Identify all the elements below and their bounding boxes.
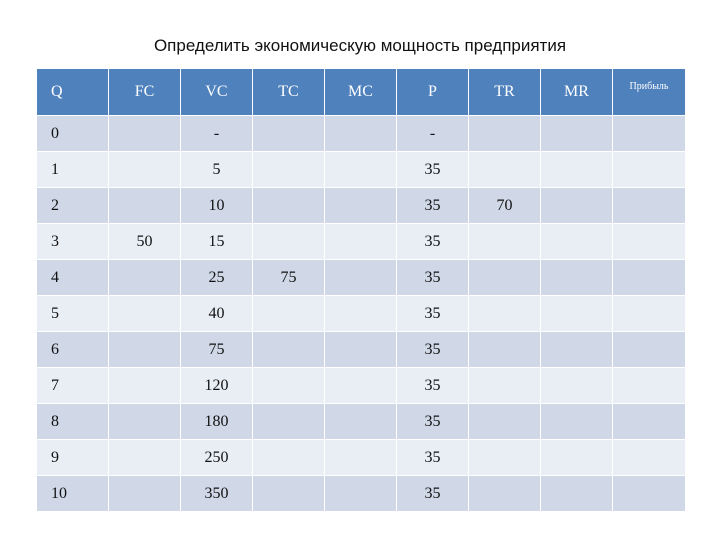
table-row xyxy=(37,296,686,332)
cell-mc xyxy=(325,296,397,332)
cell-vc: - xyxy=(181,116,253,152)
cell-tc xyxy=(253,224,325,260)
cell-tc: 75 xyxy=(253,260,325,296)
cell-profit xyxy=(613,116,686,152)
table-row xyxy=(37,404,686,440)
cell-q: 2 xyxy=(37,188,109,224)
cell-tc xyxy=(253,368,325,404)
cell-mr xyxy=(541,224,613,260)
cell-tc xyxy=(253,404,325,440)
cell-tr xyxy=(469,260,541,296)
cell-q: 8 xyxy=(37,404,109,440)
table-header-row xyxy=(37,69,686,116)
cell-p: 35 xyxy=(397,224,469,260)
cell-tc xyxy=(253,332,325,368)
table-row xyxy=(37,368,686,404)
cell-vc: 5 xyxy=(181,152,253,188)
cell-tr xyxy=(469,152,541,188)
cell-mc xyxy=(325,224,397,260)
cell-vc: 350 xyxy=(181,476,253,512)
cell-mc xyxy=(325,152,397,188)
header-p: P xyxy=(397,69,469,116)
cell-mc xyxy=(325,440,397,476)
table-row xyxy=(37,476,686,512)
cell-profit xyxy=(613,476,686,512)
cell-mr xyxy=(541,368,613,404)
cell-fc xyxy=(109,188,181,224)
cell-fc xyxy=(109,116,181,152)
cell-q: 9 xyxy=(37,440,109,476)
cell-mr xyxy=(541,440,613,476)
header-fc: FC xyxy=(109,69,181,116)
cell-profit xyxy=(613,188,686,224)
cell-p: 35 xyxy=(397,476,469,512)
cell-mr xyxy=(541,404,613,440)
cell-mr xyxy=(541,116,613,152)
cell-fc: 50 xyxy=(109,224,181,260)
cell-mr xyxy=(541,260,613,296)
header-tc: TC xyxy=(253,69,325,116)
cell-vc: 40 xyxy=(181,296,253,332)
cell-mc xyxy=(325,368,397,404)
cell-q: 0 xyxy=(37,116,109,152)
header-tr: TR xyxy=(469,69,541,116)
cell-vc: 250 xyxy=(181,440,253,476)
cell-mr xyxy=(541,476,613,512)
header-profit: Прибыль xyxy=(613,69,686,116)
cell-vc: 10 xyxy=(181,188,253,224)
cell-vc: 15 xyxy=(181,224,253,260)
cell-tr xyxy=(469,116,541,152)
cell-p: 35 xyxy=(397,368,469,404)
cell-vc: 75 xyxy=(181,332,253,368)
cell-mr xyxy=(541,188,613,224)
table-row xyxy=(37,152,686,188)
table-row xyxy=(37,116,686,152)
table-row xyxy=(37,260,686,296)
cell-p: 35 xyxy=(397,152,469,188)
cell-vc: 25 xyxy=(181,260,253,296)
cell-tc xyxy=(253,476,325,512)
cell-profit xyxy=(613,260,686,296)
cell-profit xyxy=(613,224,686,260)
cell-mc xyxy=(325,116,397,152)
cell-mc xyxy=(325,332,397,368)
cell-tr xyxy=(469,224,541,260)
cell-tr xyxy=(469,440,541,476)
header-mc: MC xyxy=(325,69,397,116)
cell-fc xyxy=(109,476,181,512)
cell-fc xyxy=(109,296,181,332)
cell-p: 35 xyxy=(397,260,469,296)
cell-q: 3 xyxy=(37,224,109,260)
cell-tr xyxy=(469,332,541,368)
cell-tc xyxy=(253,152,325,188)
header-q: Q xyxy=(37,69,109,116)
economics-table xyxy=(36,68,686,512)
cell-profit xyxy=(613,332,686,368)
cell-tc xyxy=(253,440,325,476)
cell-p: 35 xyxy=(397,332,469,368)
cell-profit xyxy=(613,404,686,440)
cell-tc xyxy=(253,296,325,332)
cell-mc xyxy=(325,188,397,224)
header-mr: MR xyxy=(541,69,613,116)
cell-profit xyxy=(613,440,686,476)
table-row xyxy=(37,332,686,368)
cell-fc xyxy=(109,404,181,440)
cell-vc: 120 xyxy=(181,368,253,404)
cell-fc xyxy=(109,260,181,296)
cell-fc xyxy=(109,332,181,368)
cell-mc xyxy=(325,404,397,440)
cell-tc xyxy=(253,116,325,152)
cell-profit xyxy=(613,296,686,332)
cell-q: 7 xyxy=(37,368,109,404)
cell-profit xyxy=(613,368,686,404)
table-row xyxy=(37,440,686,476)
cell-tr xyxy=(469,368,541,404)
cell-q: 4 xyxy=(37,260,109,296)
cell-tc xyxy=(253,188,325,224)
cell-mc xyxy=(325,260,397,296)
cell-p: 35 xyxy=(397,296,469,332)
header-vc: VC xyxy=(181,69,253,116)
table-body xyxy=(37,116,686,512)
cell-mc xyxy=(325,476,397,512)
cell-tr: 70 xyxy=(469,188,541,224)
cell-q: 5 xyxy=(37,296,109,332)
cell-mr xyxy=(541,332,613,368)
cell-p: 35 xyxy=(397,404,469,440)
cell-fc xyxy=(109,368,181,404)
cell-tr xyxy=(469,476,541,512)
cell-mr xyxy=(541,296,613,332)
page-title: Определить экономическую мощность предприятия xyxy=(153,36,567,55)
cell-q: 10 xyxy=(37,476,109,512)
cell-q: 6 xyxy=(37,332,109,368)
cell-p: 35 xyxy=(397,188,469,224)
cell-p: - xyxy=(397,116,469,152)
cell-p: 35 xyxy=(397,440,469,476)
table-row xyxy=(37,188,686,224)
cell-tr xyxy=(469,404,541,440)
cell-fc xyxy=(109,152,181,188)
cell-vc: 180 xyxy=(181,404,253,440)
cell-q: 1 xyxy=(37,152,109,188)
cell-profit xyxy=(613,152,686,188)
cell-tr xyxy=(469,296,541,332)
cell-mr xyxy=(541,152,613,188)
table-row xyxy=(37,224,686,260)
cell-fc xyxy=(109,440,181,476)
